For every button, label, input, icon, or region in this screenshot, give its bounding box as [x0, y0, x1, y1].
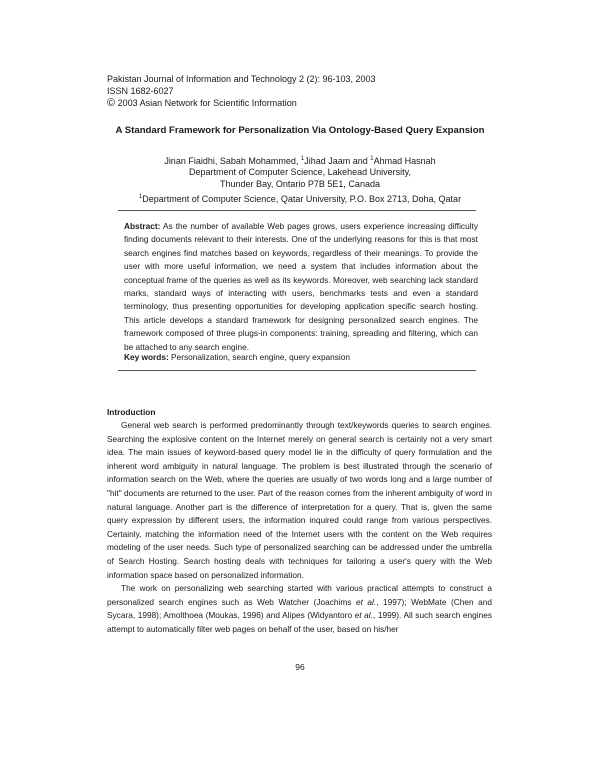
- affiliation-2-text: Department of Computer Science, Qatar University, P.O. Box 2713, Doha, Qatar: [142, 194, 462, 204]
- keywords: [124, 351, 478, 363]
- journal-copyright: [107, 97, 297, 109]
- journal-issn: ISSN 1682-6027: [107, 86, 174, 96]
- abstract-text: As the number of available Web pages grows, users experience increasing difficulty finding documents relevant to their interests. One of the underlying reasons for this is that most search engines find matches based on keywords, regardless of their meanings. To provide the user with more useful information, we need a system that includes information about the conceptual frame of the queries as well as its keywords. Moreover, web searching lack standard marks, standard ways of interacting with users, benchmarks tests and even a standard terminology, thus presenting opportunities for developing application specific search hosting. This article develops a standard framework for designing personalized search engines. The framework composed of three plugs-in components: training, spreading and filtering, which can be attached to any search engine.: [124, 221, 478, 352]
- author-names-part: Ahmad Hasnah: [373, 156, 436, 166]
- abstract-top-rule: [118, 210, 476, 211]
- keywords-label: Key words:: [124, 352, 169, 362]
- page-number: 96: [295, 662, 305, 672]
- abstract-bottom-rule: [118, 370, 476, 371]
- affiliation-marker: 1: [370, 156, 374, 162]
- affiliation-2: [0, 191, 600, 205]
- copyright-text: 2003 Asian Network for Scientific Information: [117, 98, 297, 108]
- citation-etal: et al.: [354, 610, 373, 621]
- affiliation-1-line-2: Thunder Bay, Ontario P7B 5E1, Canada: [220, 179, 380, 189]
- affiliation-marker: 1: [138, 194, 143, 200]
- abstract: [124, 220, 478, 354]
- author-names-part: Jihad Jaam and: [304, 156, 371, 166]
- journal-citation: Pakistan Journal of Information and Technology 2 (2): 96-103, 2003: [107, 74, 376, 84]
- keywords-text: Personalization, search engine, query expansion: [171, 352, 351, 362]
- paragraph: General web search is performed predominantly through text/keywords queries to search engines. Searching the explosive content on the Internet merely on general search is certainly not a very smart idea. The main issues of keyword-based query model lie in the difficulty of query formulation and the inherent word ambiguity in natural language. The problem is best illustrated through the scenario of information search on the Web, where the queries are usually of two words long and a large number of "hit" documents are returned to the user. Part of the reason comes from the inherent ambiguity of word in natural language. Another part is the difference of interpretation for a query. That is, given the same query expression by different users, the information inquired could range from various perspectives. Certainly, matching the information need of the Internet users with the content on the Web requires modeling of the user needs. Such type of personalized searching can be addressed under the umbrella of Search Hosting. Search hosting deals with techniques for tailoring a user's query with the Web information space based on personalized information.: [107, 420, 492, 580]
- author-names: [0, 153, 600, 167]
- abstract-label: Abstract:: [124, 221, 161, 231]
- paragraph-text: The work on personalizing web searching started with various practical attempts to construct a personalized search engines such as Web Watcher (Joachims: [107, 583, 492, 607]
- citation-etal: et al.: [355, 596, 377, 607]
- affiliation-marker: 1: [300, 156, 305, 162]
- introduction-body: [107, 419, 492, 637]
- paragraph-text: , 1999). All such search engines attempt to automatically filter web pages on behalf of the user, based on his/her: [107, 610, 492, 634]
- copyright-symbol: ©: [107, 97, 116, 109]
- paper-title: A Standard Framework for Personalization Via Ontology-Based Query Expansion: [115, 125, 485, 136]
- paragraph: [107, 582, 492, 636]
- author-names-part: Jinan Fiaidhi, Sabah Mohammed,: [164, 156, 301, 166]
- affiliation-1-line-1: Department of Computer Science, Lakehead University,: [189, 167, 411, 177]
- section-heading-introduction: Introduction: [107, 407, 156, 417]
- paragraph-text: , 1997); WebMate (Chen and Sycara, 1998); Amolthoea (Moukas, 1996) and Alipes (Widyantoro: [107, 596, 492, 621]
